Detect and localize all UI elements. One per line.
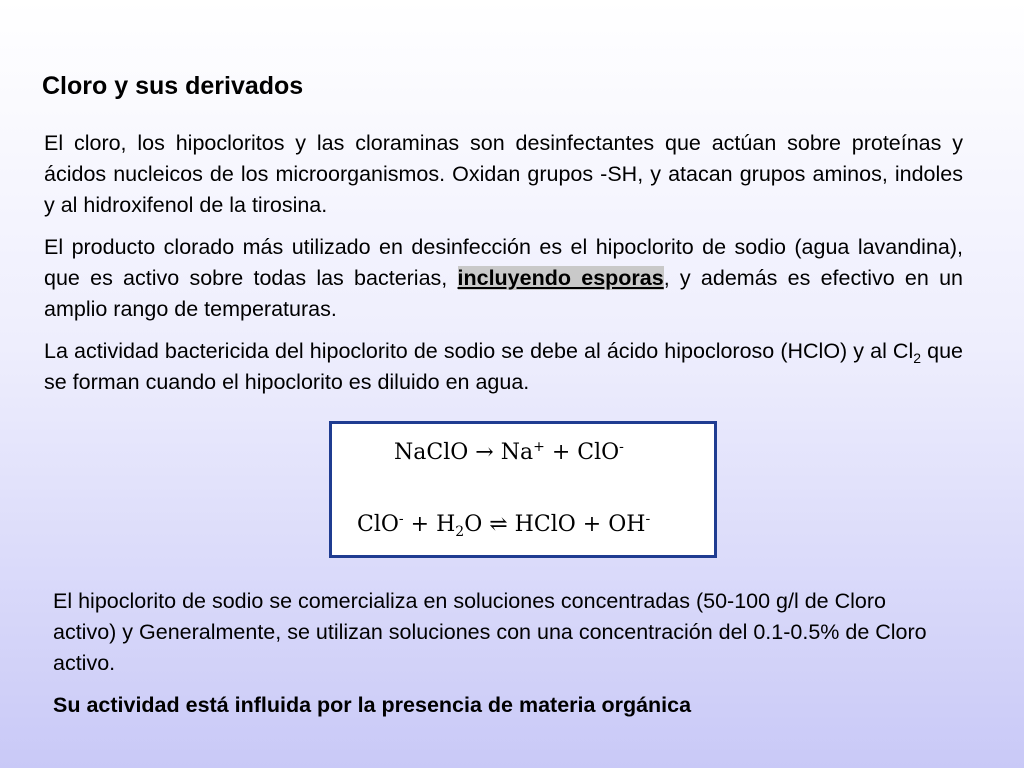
eq2-water-subscript: 2 [455, 524, 465, 540]
eq2-hypochlorite-charge: - [398, 511, 404, 527]
eq1-plus: + [551, 440, 571, 465]
paragraph-organic-matter: Su actividad está influida por la presencia de materia orgánica [53, 693, 692, 717]
paragraph-activity-end: que se forman cuando el hipoclorito es diluido en agua. [44, 339, 963, 394]
cl-subscript: 2 [913, 350, 922, 366]
equation-hydrolysis [357, 511, 651, 540]
eq2-hydroxide-charge: - [645, 511, 651, 527]
eq2-hydroxide: OH [608, 512, 646, 537]
eq1-hypochlorite-charge: - [619, 439, 624, 455]
eq1-sodium-charge: + [533, 439, 545, 455]
paragraph-activity-start: La actividad bactericida del hipoclorito de sodio se debe al ácido hipocloroso (HClO) y al Cl [44, 339, 914, 363]
eq1-reactant: NaClO [394, 440, 469, 465]
eq2-plus-2: + [582, 512, 602, 537]
eq2-hypochlorite: ClO [357, 512, 399, 537]
eq2-hypochlorous-acid: HClO [514, 512, 576, 537]
paragraph-hypochlorite-end: , y además es efectivo en un amplio rango de temperaturas. [44, 266, 963, 321]
eq2-water-o: O [464, 512, 483, 537]
paragraph-activity [44, 336, 963, 398]
eq2-water-h: H [436, 512, 456, 537]
equation-box [329, 421, 717, 558]
paragraph-hypochlorite [44, 232, 963, 325]
highlight-spores: incluyendo esporas [457, 266, 664, 290]
eq2-plus-1: + [410, 512, 430, 537]
equilibrium-arrow-icon: ⇌ [489, 512, 508, 537]
eq1-product-hypochlorite: ClO [577, 440, 620, 465]
equation-dissociation [394, 440, 624, 465]
paragraph-hypochlorite-start: El producto clorado más utilizado en desinfección es el hipoclorito de sodio (agua lavandina), que es activo sobre todas las bacterias, [44, 235, 963, 290]
eq1-product-sodium: Na [500, 440, 534, 465]
bottom-text-block [53, 586, 943, 732]
paragraph-mechanism: El cloro, los hipocloritos y las cloraminas son desinfectantes que actúan sobre proteínas y ácidos nucleicos de los microorganismos. Oxidan grupos -SH, y atacan grupos aminos, indoles y al hidroxifenol de la tirosina. [44, 131, 963, 217]
paragraph-commercial: El hipoclorito de sodio se comercializa en soluciones concentradas (50-100 g/l de Cloro activo) y Generalmente, se utilizan soluciones con una concentración del 0.1-0.5% de Cloro activo. [53, 589, 927, 675]
main-text-block [44, 128, 963, 409]
arrow-right-icon: → [475, 440, 494, 465]
slide-title: Cloro y sus derivados [42, 72, 304, 100]
